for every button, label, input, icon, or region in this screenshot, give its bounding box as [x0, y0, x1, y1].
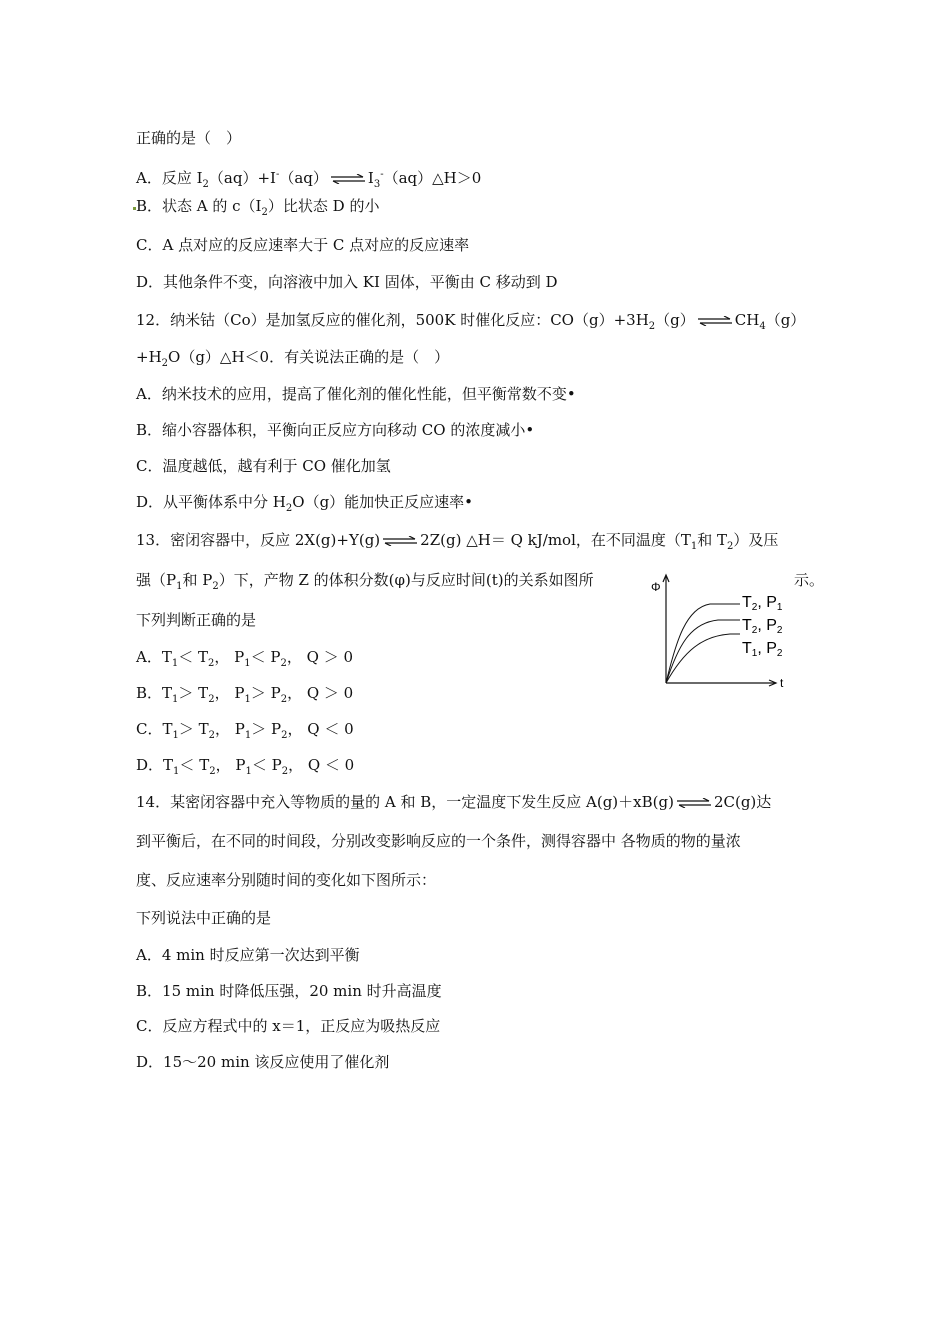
q13-stem-line2-end: 示。: [794, 571, 825, 589]
q14-stem-line1: 14．某密闭容器中充入等物质的量的 A 和 B，一定温度下发生反应 A(g)＋xB(g) 2C(g)达: [136, 793, 772, 811]
equilibrium-arrow-icon: [698, 316, 732, 326]
q13-stem-line2: 强（$P_1$和 $P_2$）下，产物 Z 的体积分数(φ)与反应时间(t)的关系如图所: [136, 571, 594, 592]
q12-stem-line2: $+H_2O(g)\triangle H<0$．有关说法正确的是（ ）: [136, 348, 450, 369]
q14-option-d: D．15～20 min 该反应使用了催化剂: [136, 1053, 390, 1071]
q12-option-b: B．缩小容器体积，平衡向正反应方向移动 CO 的浓度减小•: [136, 421, 535, 439]
q12-option-a: A．纳米技术的应用，提高了催化剂的催化性能，但平衡常数不变•: [136, 385, 576, 403]
q11-option-d: D．其他条件不变，向溶液中加入 KI 固体，平衡由 C 移动到 D: [136, 273, 558, 291]
label-t2-p2: T2, P2: [742, 617, 783, 636]
x-axis-label: t: [780, 676, 784, 690]
equilibrium-arrow-icon: [677, 798, 711, 808]
q14-option-b: B．15 min 时降低压强，20 min 时升高温度: [136, 982, 442, 1000]
q11-option-a: A．反应 $I_2(aq)+I^-(aq)$ $I_3^-(aq)\triangle H>0$: [136, 169, 482, 190]
label-t1-p2: T1, P2: [742, 640, 783, 659]
q12-stem-line1: 12．纳米钴（Co）是加氢反应的催化剂，500K 时催化反应：$CO(g)+3H_2(g)$ $CH_4(g)$: [136, 311, 806, 332]
equilibrium-arrow-icon: [331, 174, 365, 184]
q11-option-c: C．A 点对应的反应速率大于 C 点对应的反应速率: [136, 236, 470, 254]
label-t2-p1: T2, P1: [742, 594, 783, 613]
q13-option-b: B．$T_1> T_2$， $P_1> P_2$， Q ＞ 0: [136, 684, 354, 705]
curve-t1-p2: [666, 634, 740, 683]
q14-stem-line2: 到平衡后，在不同的时间段，分别改变影响反应的一个条件，测得容器中 各物质的物的量浓: [136, 832, 741, 850]
q11-option-b: B．状态 A 的 $c(I_2)$比状态 D 的小: [136, 197, 380, 218]
phi-vs-time-graph: [650, 566, 800, 690]
q14-stem-line3: 度、反应速率分别随时间的变化如下图所示：: [136, 871, 437, 889]
q14-option-c: C．反应方程式中的 x＝1，正反应为吸热反应: [136, 1017, 441, 1035]
curve-t2-p1: [666, 604, 740, 683]
q13-option-d: D．$T_1< T_2$， $P_1< P_2$， Q ＜ 0: [136, 756, 355, 777]
q11-stem-tail: 正确的是（ ）: [136, 129, 242, 147]
curve-t2-p2: [666, 620, 740, 683]
q14-option-a: A．4 min 时反应第一次达到平衡: [136, 946, 360, 964]
q12-option-d: D．从平衡体系中分 $H_2O(g)$能加快正反应速率•: [136, 493, 474, 514]
equilibrium-arrow-icon: [383, 536, 417, 546]
q13-option-c: C．$T_1> T_2$， $P_1> P_2$， Q ＜ 0: [136, 720, 354, 741]
q13-stem-line1: 13．密闭容器中，反应 2X(g)+Y(g) 2Z(g) △H＝ Q kJ/mol，在不同温度（$T_1$和 $T_2$）及压: [136, 531, 779, 552]
q13-option-a: A．$T_1< T_2$， $P_1< P_2$， Q ＞ 0: [136, 648, 354, 669]
y-axis-label: Φ: [651, 580, 661, 594]
q13-question: 下列判断正确的是: [136, 611, 257, 629]
q12-option-c: C．温度越低，越有利于 CO 催化加氢: [136, 457, 391, 475]
q14-question: 下列说法中正确的是: [136, 909, 272, 927]
